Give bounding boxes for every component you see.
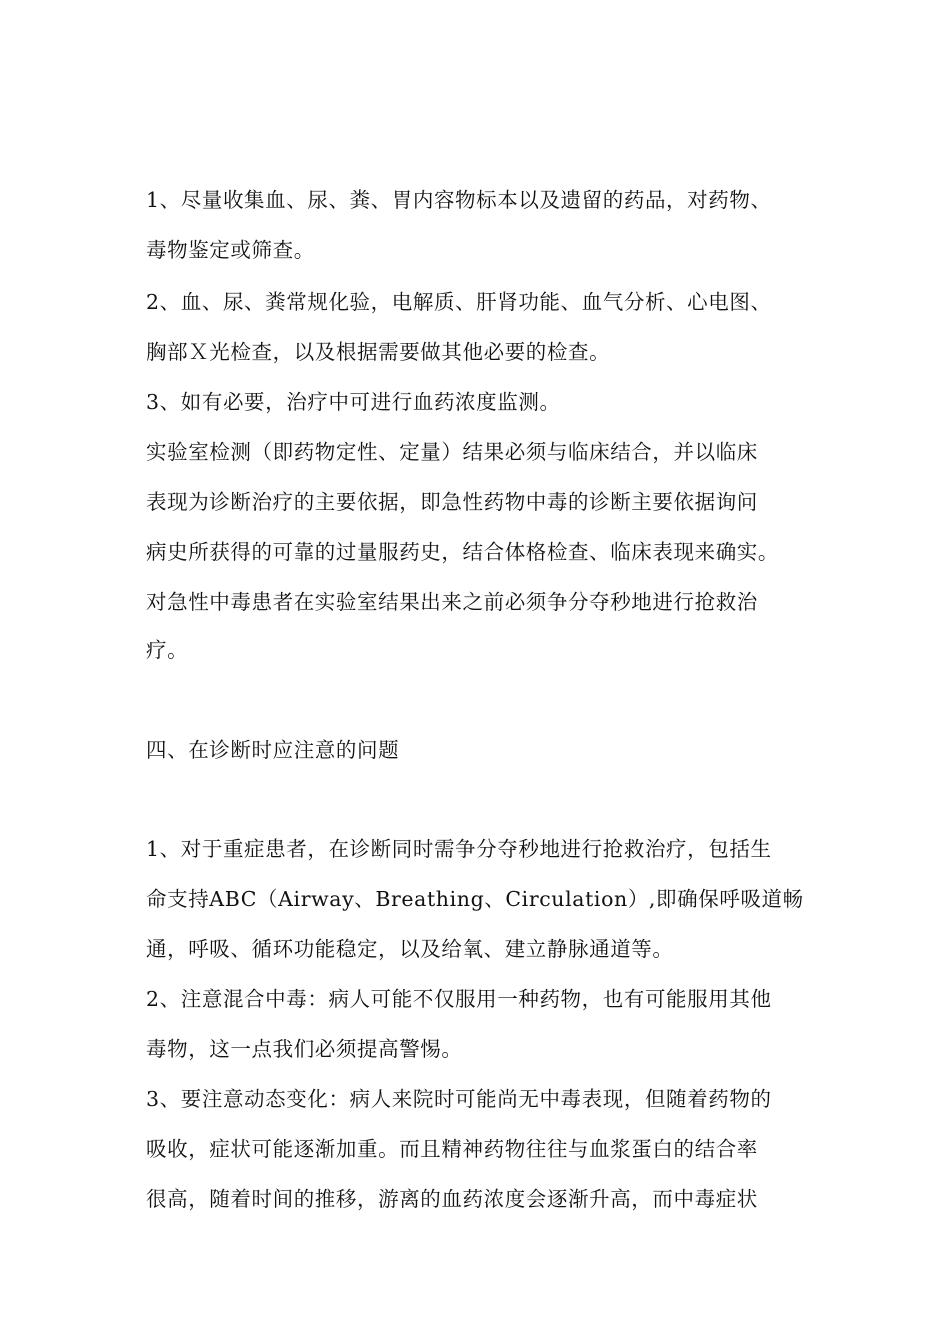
- text-line: 2、血、尿、粪常规化验，电解质、肝肾功能、血气分析、心电图、: [146, 290, 772, 314]
- text-line: 2、注意混合中毒：病人可能不仅服用一种药物，也有可能服用其他: [146, 987, 772, 1011]
- text-line: 实验室检测（即药物定性、定量）结果必须与临床结合，并以临床: [146, 440, 758, 464]
- text-line: 毒物鉴定或筛查。: [146, 238, 315, 262]
- text-line: 1、尽量收集血、尿、粪、胃内容物标本以及遗留的药品，对药物、: [146, 188, 772, 212]
- text-line: 通，呼吸、循环功能稳定，以及给氧、建立静脉通道等。: [146, 937, 674, 961]
- section-heading: 四、在诊断时应注意的问题: [146, 738, 400, 762]
- text-line: 很高，随着时间的推移，游离的血药浓度会逐渐升高，而中毒症状: [146, 1187, 758, 1211]
- text-line: 吸收，症状可能逐渐加重。而且精神药物往往与血浆蛋白的结合率: [146, 1137, 758, 1161]
- text-line: 表现为诊断治疗的主要依据，即急性药物中毒的诊断主要依据询问: [146, 490, 758, 514]
- text-line: 3、如有必要，治疗中可进行血药浓度监测。: [146, 390, 561, 414]
- text-line: 毒物，这一点我们必须提高警惕。: [146, 1037, 463, 1061]
- text-line: 1、对于重症患者，在诊断同时需争分夺秒地进行抢救治疗，包括生: [146, 837, 772, 861]
- text-line: 疗。: [146, 638, 189, 662]
- text-line: 对急性中毒患者在实验室结果出来之前必须争分夺秒地进行抢救治: [146, 590, 758, 614]
- text-line: 命支持ABC（Airway、Breathing、Circulation）,即确保呼吸道畅: [146, 887, 804, 911]
- text-line: 胸部Ｘ光检查，以及根据需要做其他必要的检查。: [146, 340, 611, 364]
- text-line: 病史所获得的可靠的过量服药史，结合体格检查、临床表现来确实。: [146, 540, 779, 564]
- text-line: 3、要注意动态变化：病人来院时可能尚无中毒表现，但随着药物的: [146, 1087, 772, 1111]
